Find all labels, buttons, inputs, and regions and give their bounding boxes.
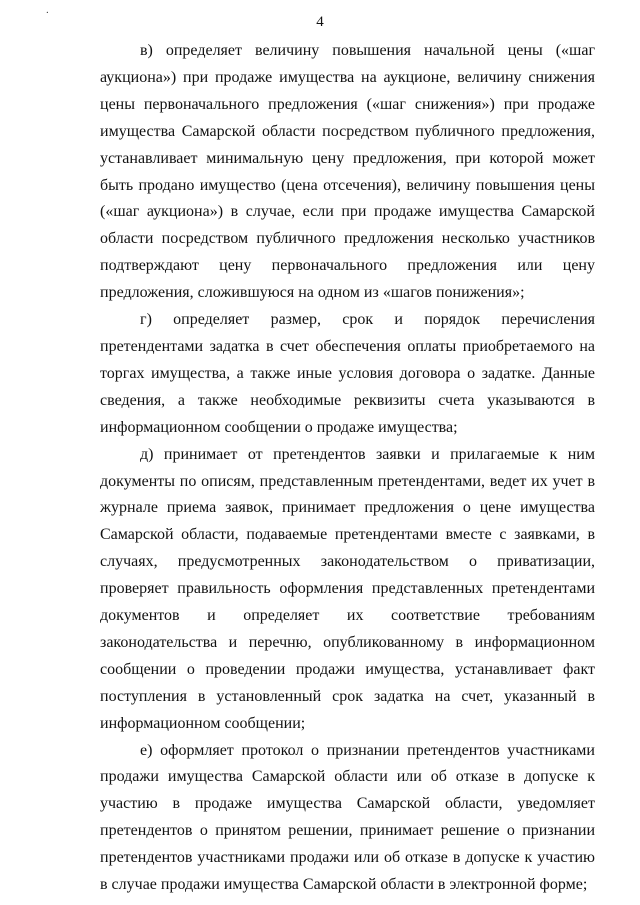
paragraph-g: г) определяет размер, срок и порядок перечисления претендентами задатка в счет обеспечения оплаты приобретаемого на торгах имущества, а также иные условия договора о задатке. Данные сведения, а также необходимые реквизиты счета указываются в информационном сообщении о продаже имущества; — [100, 311, 595, 436]
document-body — [100, 38, 595, 899]
paragraph-d: д) принимает от претендентов заявки и прилагаемые к ним документы по описям, представленным претендентами, ведет их учет в журнале приема заявок, принимает предложения о цене имущества Самарской области, подаваемые претендентами вместе с заявками, в случаях, предусмотренных законодательством о приватизации, проверяет правильность оформления представленных претендентами документов и определяет их соответствие требованиям законодательства и перечню, опубликованному в информационном сообщении о проведении продажи имущества, устанавливает факт поступления в установленный срок задатка на счет, указанный в информационном сообщении; — [100, 445, 595, 732]
page-number: 4 — [316, 14, 324, 30]
corner-mark: . — [46, 4, 49, 16]
paragraph-v: в) определяет величину повышения начальной цены («шаг аукциона») при продаже имущества на аукционе, величину снижения цены первоначального предложения («шаг снижения») при продаже имущества Самарской области посредством публичного предложения, устанавливает минимальную цену предложения, при которой может быть продано имущество (цена отсечения), величину повышения цены («шаг аукциона») в случае, если при продаже имущества Самарской области посредством публичного предложения несколько участников подтверждают цену первоначального предложения или цену предложения, сложившуюся на одном из «шагов понижения»; — [100, 42, 595, 302]
paragraph-e: е) оформляет протокол о признании претендентов участниками продажи имущества Самарской области или об отказе в допуске к участию в продаже имущества Самарской области, уведомляет претендентов о принятом решении, принимает решение о признании претендентов участниками продажи или об отказе в допуске к участию в случае продажи имущества Самарской области в электронной форме; — [100, 741, 595, 894]
